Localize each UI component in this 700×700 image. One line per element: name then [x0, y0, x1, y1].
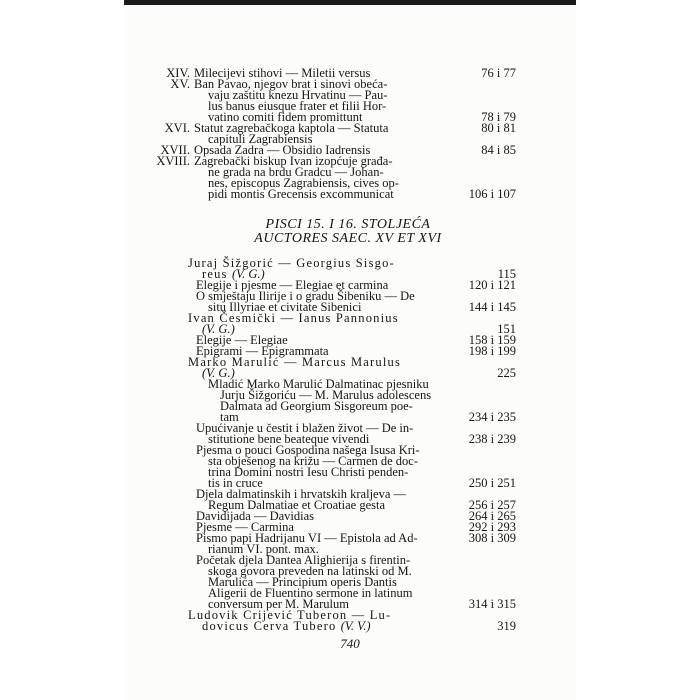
author-heading — [188, 357, 516, 379]
entry-pages: 76 i 77 — [481, 66, 516, 80]
author-tag: (V. G.) — [231, 267, 265, 281]
section-heading — [194, 218, 516, 246]
work-text-line: Djela dalmatinskih i hrvatskih kraljeva — — [196, 487, 407, 501]
entry-pages: 106 i 107 — [468, 187, 516, 201]
author-heading — [188, 610, 516, 632]
author-page: 115 — [497, 267, 516, 281]
author-tag: (V. G.) — [202, 322, 235, 336]
author-name-line: Ludovik Crijević Tuberon — Lu- — [188, 608, 392, 622]
author-section-sizgoric — [188, 256, 516, 314]
work-pages: 198 i 199 — [468, 344, 516, 358]
entry-text-line: Milecijevi stihovi — Miletii versus — [194, 66, 371, 80]
work-pages: 250 i 251 — [468, 476, 516, 490]
work-text-line: sta obješenog na križu — Carmen de doc- — [208, 454, 419, 468]
entry-text-line: Opsada Zadra — Obsidio Iadrensis — [194, 143, 371, 157]
work-text-line: rianum VI. pont. max. — [208, 542, 319, 556]
work-text-line: Dalmata ad Georgium Sisgoreum poe- — [220, 399, 413, 413]
entry-numeral: XVI. — [164, 121, 190, 135]
work-entry — [196, 423, 516, 445]
numbered-items-list — [156, 66, 516, 201]
entry-text-line: Zagrebački biskup Ivan izopćuje građa- — [194, 154, 393, 168]
entry-pages: 78 i 79 — [481, 110, 516, 124]
entry-text-line: nes, episcopus Zagrabiensis, cives op- — [208, 176, 399, 190]
work-text-line: conversum per M. Marulum — [208, 597, 349, 611]
author-name-line: dovicus Cerva Tubero — [202, 619, 337, 633]
entry-text-line: vaju zaštitu knezu Hrvatinu — Pau- — [208, 88, 388, 102]
toc-entry-xviii — [156, 154, 516, 201]
entry-text-line: Ban Pavao, njegov brat i sinovi obeća- — [194, 77, 388, 91]
work-pages: 308 i 309 — [468, 531, 516, 545]
author-name-line: Juraj Šižgorić — Georgius Sisgo- — [188, 256, 395, 270]
work-pages: 158 i 159 — [468, 333, 516, 347]
work-pages: 120 i 121 — [468, 278, 516, 292]
entry-pages: 80 i 81 — [481, 121, 516, 135]
work-text-line: Aligerii de Fluentino sermone in latinum — [208, 586, 413, 600]
page-number: 740 — [340, 636, 360, 651]
work-text-line: Epigrami — Epigrammata — [196, 344, 329, 358]
work-text-line: tis in cruce — [208, 476, 263, 490]
work-text-line: Upućivanje u čestit i blažen život — De in- — [196, 421, 414, 435]
author-section-tuberon — [188, 608, 516, 633]
author-name-line: Ivan Česmički — Ianus Pannonius — [188, 311, 399, 325]
work-pages: 292 i 293 — [468, 520, 516, 534]
work-text-line: trina Domini nostri Iesu Christi penden- — [208, 465, 409, 479]
work-pages: 264 i 265 — [468, 509, 516, 523]
work-entry — [196, 533, 516, 555]
author-page: 225 — [497, 366, 516, 380]
work-text-line: Pismo papi Hadrijanu VI — Epistola ad Ad- — [196, 531, 418, 545]
work-entry — [196, 555, 516, 610]
page-top-edge — [124, 0, 576, 5]
entry-pages: 84 i 85 — [481, 143, 516, 157]
work-text-line: Elegije — Elegiae — [196, 333, 288, 347]
author-heading — [188, 313, 516, 335]
work-pages: 256 i 257 — [468, 498, 516, 512]
author-heading — [188, 258, 516, 280]
toc-entry-xvi — [164, 121, 516, 146]
author-name-line: Marko Marulić — Marcus Marulus — [188, 355, 402, 369]
work-text-line: tam — [220, 410, 239, 424]
entry-text-line: Statut zagrebačkoga kaptola — Statuta — [194, 121, 389, 135]
work-entry — [196, 445, 516, 489]
work-text-line: stitutione bene beateque vivendi — [208, 432, 370, 446]
work-text-line: Pjesme — Carmina — [196, 520, 294, 534]
work-text-line: Pjesma o pouci Gospodina našega Isusa Kri- — [196, 443, 420, 457]
author-name-line: reus — [202, 267, 228, 281]
entry-numeral: XVII. — [160, 143, 190, 157]
work-text-line: Početak djela Dantea Alighierija s firentin- — [196, 553, 411, 567]
work-text-line: Davidijada — Davidias — [196, 509, 315, 523]
work-text-line: skoga govora preveden na latinski od M. — [208, 564, 412, 578]
entry-text-line: pidi montis Grecensis excommunicat — [208, 187, 394, 201]
work-text-line: Mladić Marko Marulić Dalmatinac pjesniku — [208, 377, 429, 391]
author-tag: (V. G.) — [202, 366, 235, 380]
author-tag: (V. V.) — [340, 619, 371, 633]
work-text-line: Regum Dalmatiae et Croatiae gesta — [208, 498, 386, 512]
work-text-line: Elegije i pjesme — Elegiae et carmina — [196, 278, 389, 292]
work-text-line: Marulića — Principium operis Dantis — [208, 575, 397, 589]
entry-text-line: lus banus eiusque frater et filii Hor- — [208, 99, 387, 113]
entry-text-line: ne grada na brdu Gradcu — Johan- — [208, 165, 384, 179]
work-entry — [208, 379, 516, 423]
section-heading-line: PISCI 15. I 16. STOLJEĆA — [265, 217, 431, 232]
entry-text-line: vatino comiti fidem promittunt — [208, 110, 363, 124]
toc-entry-xv — [170, 77, 516, 124]
work-entry — [196, 489, 516, 511]
entry-numeral: XVIII. — [156, 154, 190, 168]
author-section-cesmicki — [188, 311, 516, 358]
work-pages: 314 i 315 — [468, 597, 516, 611]
author-section-marulic — [188, 355, 516, 611]
author-page: 319 — [497, 619, 516, 633]
work-text-line: situ Illyriae et civitate Sibenici — [208, 300, 362, 314]
work-entry — [196, 291, 516, 313]
work-text-line: Jurju Šižgoriću — M. Marulus adolescens — [220, 388, 432, 402]
work-pages: 234 i 235 — [468, 410, 516, 424]
entry-text-line: capituli Zagrabiensis — [208, 132, 313, 146]
work-text-line: O smještaju Ilirije i o gradu Šibeniku — De — [196, 289, 415, 303]
section-heading-line: AUCTORES SAEC. XV ET XVI — [254, 231, 442, 246]
entry-numeral: XIV. — [166, 66, 190, 80]
author-page: 151 — [497, 322, 516, 336]
work-pages: 238 i 239 — [468, 432, 516, 446]
work-pages: 144 i 145 — [468, 300, 516, 314]
entry-numeral: XV. — [170, 77, 190, 91]
table-of-contents — [156, 66, 516, 633]
